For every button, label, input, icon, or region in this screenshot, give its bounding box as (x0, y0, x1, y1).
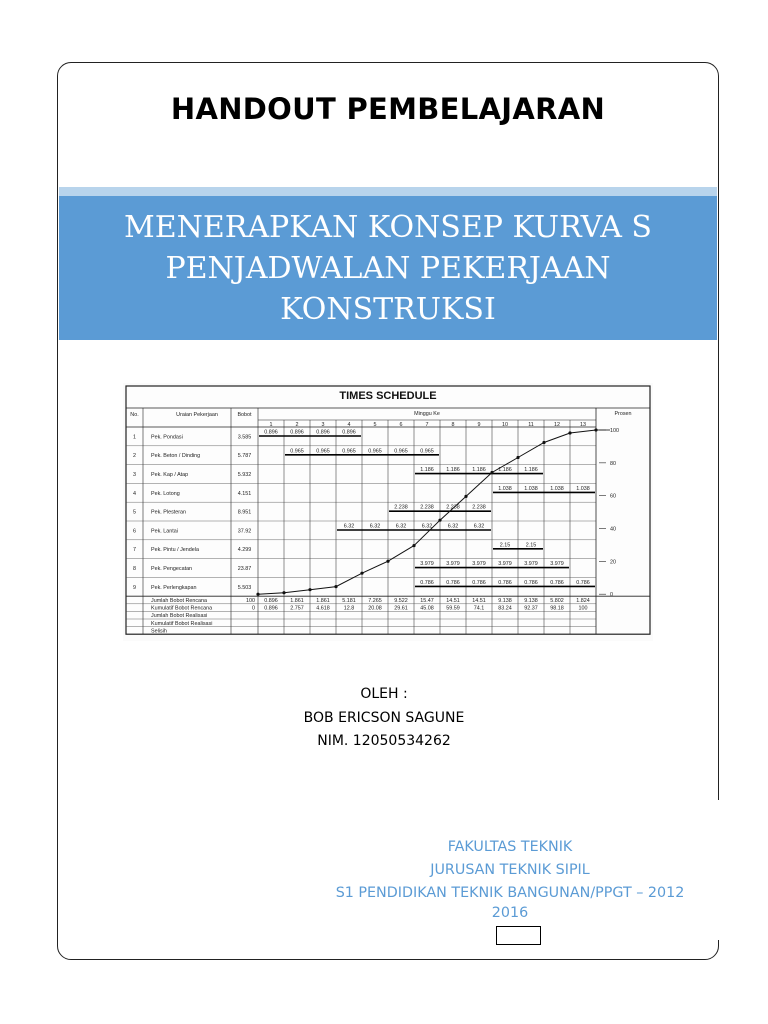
task-weekly-value: 0.965 (342, 448, 356, 455)
task-weekly-value: 1.186 (498, 467, 512, 474)
summary-value: 45.08 (420, 605, 434, 612)
task-weekly-value: 3.979 (498, 561, 512, 568)
task-weekly-value: 0.786 (472, 579, 486, 586)
week-label: 9 (477, 422, 481, 428)
summary-value: 5.802 (550, 598, 564, 604)
task-name: Pek. Perlengkapan (151, 584, 197, 591)
task-weekly-value: 0.965 (290, 448, 304, 455)
percent-label: 0 (610, 592, 613, 599)
summary-value: 9.138 (498, 598, 512, 604)
task-weight: 4.151 (237, 490, 252, 497)
summary-label: Jumlah Bobot Rencana (151, 598, 208, 604)
times-schedule-table (123, 383, 653, 641)
task-weight: 23.87 (237, 566, 252, 572)
s-curve-point (516, 456, 519, 459)
summary-value: 5.181 (342, 598, 356, 604)
task-weekly-value: 0.965 (420, 448, 434, 455)
task-weekly-value: 0.786 (576, 579, 590, 586)
task-name: Pek. Plesteran (151, 509, 187, 516)
task-name: Pek. Lotong (151, 490, 180, 497)
task-weekly-value: 0.786 (420, 579, 434, 586)
summary-value: 15.47 (420, 598, 434, 604)
summary-value: 20.08 (368, 605, 382, 612)
summary-value: 92.37 (524, 605, 538, 612)
task-weekly-value: 6.32 (473, 523, 485, 530)
task-weight: 37.92 (237, 528, 252, 535)
program-label: S1 PENDIDIKAN TEKNIK BANGUNAN/PPGT – 2012 (335, 885, 685, 901)
task-name: Pek. Lantai (151, 528, 178, 535)
task-weight: 5.932 (237, 472, 252, 478)
task-weekly-value: 0.896 (316, 429, 330, 436)
task-weekly-value: 1.186 (524, 467, 538, 474)
task-no: 6 (133, 528, 136, 535)
task-no: 5 (133, 509, 136, 516)
week-label: 2 (295, 422, 299, 428)
author-name: BOB ERICSON SAGUNE (303, 710, 465, 726)
s-curve-point (490, 471, 493, 474)
department-label: JURUSAN TEKNIK SIPIL (430, 862, 590, 878)
summary-value: 4.618 (316, 605, 330, 612)
task-weekly-value: 2.238 (394, 504, 408, 511)
task-no: 2 (133, 453, 136, 460)
s-curve-point (360, 572, 363, 575)
week-label: 12 (554, 422, 560, 428)
s-curve-point (464, 495, 467, 498)
task-weekly-value: 0.786 (524, 579, 538, 586)
task-weekly-value: 3.979 (446, 561, 460, 568)
task-weekly-value: 0.786 (550, 579, 564, 586)
banner-accent-strip (59, 187, 717, 196)
percent-label: 20 (610, 559, 616, 566)
s-curve-point (412, 544, 415, 547)
task-weekly-value: 6.32 (421, 523, 433, 530)
percent-label: 60 (610, 493, 616, 500)
task-weight: 4.299 (237, 547, 252, 554)
task-no: 9 (133, 584, 136, 591)
task-weekly-value: 1.038 (498, 485, 512, 492)
summary-label: Kumulatif Bobot Realisasi (151, 620, 213, 627)
week-label: 4 (347, 422, 351, 428)
week-label: 10 (502, 422, 508, 428)
task-weight: 8.951 (237, 509, 252, 516)
summary-value: 1.861 (290, 598, 304, 604)
task-weekly-value: 1.186 (446, 467, 460, 474)
empty-box (496, 926, 541, 945)
task-weekly-value: 0.965 (316, 448, 330, 455)
task-weekly-value: 2.15 (525, 542, 537, 549)
task-weekly-value: 2.238 (446, 504, 460, 511)
week-label: 8 (451, 422, 455, 428)
task-weekly-value: 0.786 (498, 579, 512, 586)
header-weight: Bobot (237, 412, 252, 418)
task-no: 4 (133, 490, 136, 497)
header-no: No. (130, 412, 139, 418)
summary-total: 0 (252, 605, 255, 612)
year-label: 2016 (491, 905, 529, 921)
task-weekly-value: 0.896 (290, 429, 304, 436)
s-curve-point (386, 560, 389, 563)
task-no: 3 (133, 472, 136, 478)
summary-value: 9.138 (524, 598, 538, 604)
s-curve-point (542, 441, 545, 444)
task-weekly-value: 2.15 (499, 542, 511, 549)
task-weekly-value: 0.965 (394, 448, 408, 455)
summary-value: 1.861 (316, 598, 330, 604)
summary-value: 12.8 (343, 605, 355, 612)
task-no: 7 (133, 547, 136, 554)
percent-label: 80 (610, 460, 616, 467)
task-weekly-value: 1.186 (472, 467, 486, 474)
week-label: 1 (269, 422, 273, 428)
task-weight: 5.503 (237, 584, 252, 591)
week-label: 13 (580, 422, 586, 428)
task-weekly-value: 6.32 (395, 523, 407, 530)
task-name: Pek. Beton / Dinding (151, 453, 201, 460)
task-weekly-value: 3.979 (524, 561, 538, 568)
week-label: 5 (373, 422, 377, 428)
s-curve-point (594, 428, 597, 431)
task-weight: 5.787 (237, 453, 252, 460)
faculty-label: FAKULTAS TEKNIK (447, 839, 573, 855)
summary-label: Kumulatif Bobot Rencana (151, 605, 213, 612)
summary-value: 29.61 (394, 605, 408, 612)
task-weight: 3.585 (237, 434, 252, 441)
task-weekly-value: 3.979 (420, 561, 434, 568)
title-banner (59, 196, 717, 340)
task-weekly-value: 6.32 (343, 523, 355, 530)
schedule-title: TIMES SCHEDULE (339, 390, 437, 402)
banner-line-1: MENERAPKAN KONSEP KURVA S (123, 210, 652, 245)
times-schedule-figure (123, 383, 653, 641)
header-week: Minggu Ke (414, 411, 440, 417)
week-label: 11 (528, 422, 534, 428)
task-weekly-value: 2.238 (472, 504, 486, 511)
task-weekly-value: 6.32 (369, 523, 381, 530)
banner-title (59, 207, 717, 330)
task-weekly-value: 3.979 (472, 561, 486, 568)
banner-line-3: KONSTRUKSI (280, 292, 496, 327)
task-weekly-value: 0.896 (264, 429, 278, 436)
summary-value: 83.24 (498, 605, 512, 612)
author-by-label: OLEH : (360, 686, 408, 702)
summary-value: 2.757 (290, 605, 304, 612)
header-task: Uraian Pekerjaan (176, 412, 218, 418)
s-curve-point (282, 591, 285, 594)
summary-value: 7.265 (368, 598, 382, 604)
task-weekly-value: 1.186 (420, 467, 434, 474)
task-weekly-value: 0.965 (368, 448, 382, 455)
summary-value: 0.896 (264, 598, 278, 604)
task-weekly-value: 6.32 (447, 523, 459, 530)
task-no: 8 (133, 566, 136, 572)
document-title: HANDOUT PEMBELAJARAN (170, 92, 606, 126)
s-curve-point (334, 585, 337, 588)
summary-value: 14.51 (472, 598, 486, 604)
task-no: 1 (133, 434, 136, 441)
s-curve-point (308, 588, 311, 591)
summary-value: 74.1 (473, 605, 485, 612)
s-curve-point (568, 431, 571, 434)
banner-line-2: PENJADWALAN PEKERJAAN (165, 251, 611, 286)
task-weekly-value: 1.038 (576, 485, 590, 492)
task-weekly-value: 1.038 (524, 485, 538, 492)
percent-label: 100 (610, 428, 619, 434)
summary-label: Selisih (151, 628, 167, 635)
summary-value: 98.18 (550, 605, 564, 612)
summary-value: 59.59 (446, 605, 460, 612)
task-name: Pek. Pintu / Jendela (151, 547, 199, 554)
author-nim: NIM. 12050534262 (317, 733, 451, 749)
task-weekly-value: 3.979 (550, 561, 564, 568)
summary-value: 9.522 (394, 598, 408, 604)
s-curve-point (438, 519, 441, 522)
week-label: 7 (425, 422, 429, 428)
task-weekly-value: 1.038 (550, 485, 564, 492)
summary-value: 14.51 (446, 598, 460, 604)
task-weekly-value: 0.896 (342, 429, 356, 436)
summary-value: 0.896 (264, 605, 278, 612)
summary-label: Jumlah Bobot Realisasi (151, 613, 208, 620)
week-label: 6 (399, 422, 403, 428)
percent-label: 40 (610, 526, 616, 533)
week-label: 3 (321, 422, 325, 428)
summary-value: 1.824 (576, 598, 590, 604)
task-name: Pek. Kap / Atap (151, 472, 189, 478)
task-weekly-value: 0.786 (446, 579, 460, 586)
task-weekly-value: 2.238 (420, 504, 434, 511)
header-percent: Prosen (614, 411, 632, 417)
task-name: Pek. Pengecatan (151, 566, 193, 572)
summary-value: 100 (578, 605, 588, 612)
summary-total: 100 (246, 598, 255, 604)
task-name: Pek. Pondasi (151, 434, 183, 441)
s-curve-point (256, 593, 259, 596)
